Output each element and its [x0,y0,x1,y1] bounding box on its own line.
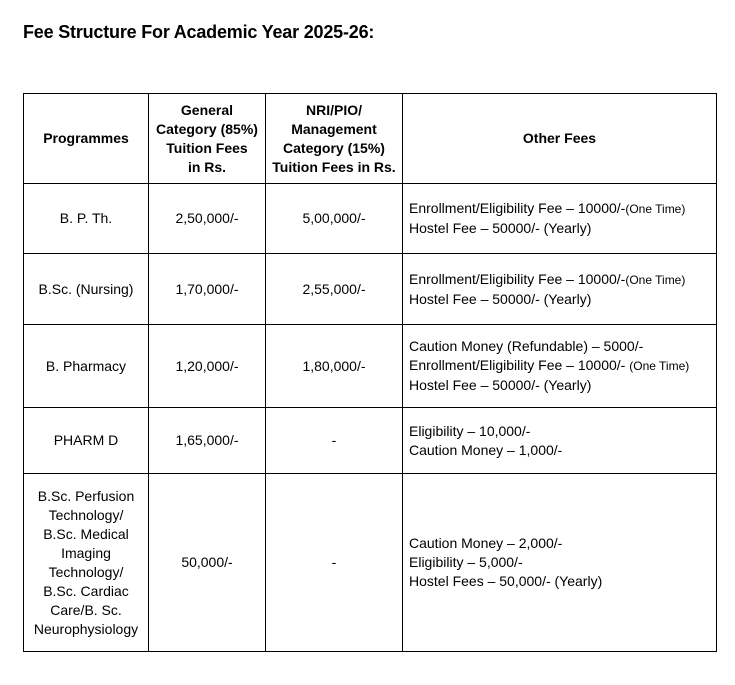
other-fee-text: Eligibility – 5,000/- [409,554,523,570]
general-fee-cell: 50,000/- [149,474,266,652]
other-fee-line [409,572,712,591]
programme-cell [24,408,149,474]
nri-fee-cell: 5,00,000/- [266,184,403,254]
other-fees-cell [403,254,717,325]
other-fee-text: Caution Money – 2,000/- [409,535,563,551]
programme-line: B. P. Th. [59,210,113,226]
fee-table [23,93,717,652]
other-fee-text: Eligibility – 10,000/- [409,422,531,439]
other-fee-text: Hostel Fee – 50000/- (Yearly) [409,220,592,236]
other-fee-line [409,534,712,553]
other-fee-text: Enrollment/Eligibility Fee – 10000/- [409,270,626,287]
other-fee-note: (One Time) [629,359,690,373]
other-fees-cell [403,325,717,408]
general-fee-cell: 2,50,000/- [149,184,266,254]
programme-line: B.Sc. (Nursing) [38,280,134,297]
other-fee-text: Caution Money – 1,000/- [409,441,563,458]
other-fees-cell [403,408,717,474]
table-row [24,184,717,254]
programme-cell [24,325,149,408]
header-line: Tuition Fees in Rs. [272,158,396,175]
header-line: Management [291,120,377,137]
other-fee-line [409,376,712,395]
header-other-fees: Other Fees [403,94,717,184]
header-line: Tuition Fees [166,139,248,156]
other-fee-line [409,270,712,290]
other-fees-cell [403,474,717,652]
header-nri-category [266,94,403,184]
header-line: Category (85%) [156,120,258,137]
other-fee-note: (One Time) [625,202,686,216]
programme-line: PHARM D [53,432,119,448]
general-fee-cell: 1,65,000/- [149,408,266,474]
other-fee-text: Hostel Fee – 50000/- (Yearly) [409,377,592,393]
other-fee-line [409,356,712,376]
table-row [24,474,717,652]
nri-fee-cell: - [266,474,403,652]
page-title: Fee Structure For Academic Year 2025-26: [23,22,375,42]
other-fees-cell [403,184,717,254]
other-fee-line [409,337,712,356]
programme-line: B.Sc. Medical [43,525,129,542]
other-fee-line [409,290,712,309]
other-fee-line [409,199,712,219]
programme-line: B.Sc. Cardiac [43,582,129,599]
programme-line: Neurophysiology [33,620,139,637]
nri-fee-cell: 2,55,000/- [266,254,403,325]
programme-line: B. Pharmacy [45,357,127,374]
header-general-category [149,94,266,184]
other-fee-text: Enrollment/Eligibility Fee – 10000/- [409,357,630,373]
general-fee-cell: 1,70,000/- [149,254,266,325]
table-header-row [24,94,717,184]
other-fee-line [409,422,712,441]
header-line: General [180,101,234,118]
header-line: in Rs. [187,158,227,175]
general-fee-cell: 1,20,000/- [149,325,266,408]
programme-line: Imaging [61,544,111,561]
programme-line: Care/B. Sc. [50,601,122,618]
programme-line: B.Sc. Perfusion [37,487,135,504]
nri-fee-cell: 1,80,000/- [266,325,403,408]
other-fee-text: Hostel Fee – 50000/- (Yearly) [409,290,592,307]
other-fee-text: Enrollment/Eligibility Fee – 10000/- [409,200,626,216]
other-fee-text: Caution Money (Refundable) – 5000/- [409,338,644,354]
other-fee-line [409,553,712,572]
header-line: NRI/PIO/ [305,101,362,118]
nri-fee-cell: - [266,408,403,474]
other-fee-line [409,441,712,460]
table-row [24,254,717,325]
header-programmes: Programmes [24,94,149,184]
other-fee-text: Hostel Fees – 50,000/- (Yearly) [409,573,603,589]
table-row [24,408,717,474]
programme-cell [24,474,149,652]
programme-line: Technology/ [48,563,124,580]
table-row [24,325,717,408]
programme-line: Technology/ [48,506,124,523]
other-fee-note: (One Time) [625,272,686,287]
programme-cell [24,184,149,254]
header-line: Category (15%) [283,139,385,156]
programme-cell [24,254,149,325]
other-fee-line [409,219,712,238]
